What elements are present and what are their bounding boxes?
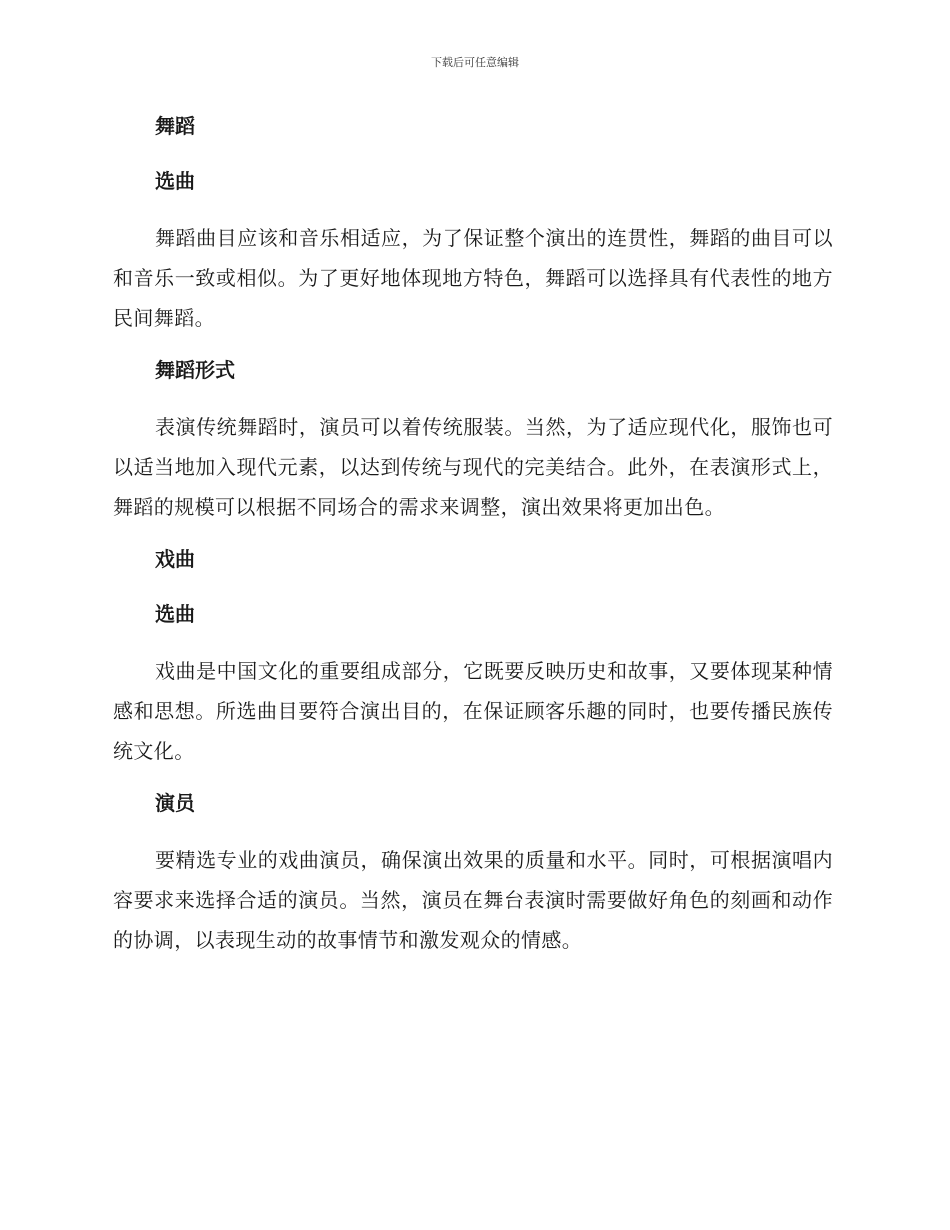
section-heading-dance: 舞蹈	[155, 114, 195, 138]
subheading-dance-form: 舞蹈形式	[155, 358, 235, 382]
paragraph-dance-form: 表演传统舞蹈时，演员可以着传统服装。当然，为了适应现代化，服饰也可以适当地加入现代元素，以达到传统与现代的完美结合。此外，在表演形式上，舞蹈的规模可以根据不同场合的需求来调整，演出效果将更加出色。	[113, 415, 833, 519]
subheading-opera-actors: 演员	[155, 791, 195, 815]
subheading-dance-selection: 选曲	[155, 169, 195, 193]
section-heading-opera: 戏曲	[155, 547, 195, 571]
document-body	[113, 108, 833, 974]
page-header: 下载后可任意编辑	[431, 56, 519, 69]
subheading-opera-selection: 选曲	[155, 602, 195, 626]
paragraph-opera-selection: 戏曲是中国文化的重要组成部分，它既要反映历史和故事，又要体现某种情感和思想。所选曲目要符合演出目的，在保证顾客乐趣的同时，也要传播民族传统文化。	[113, 659, 833, 763]
paragraph-opera-actors: 要精选专业的戏曲演员，确保演出效果的质量和水平。同时，可根据演唱内容要求来选择合适的演员。当然，演员在舞台表演时需要做好角色的刻画和动作的协调，以表现生动的故事情节和激发观众的情感。	[113, 848, 833, 952]
paragraph-dance-selection: 舞蹈曲目应该和音乐相适应，为了保证整个演出的连贯性，舞蹈的曲目可以和音乐一致或相似。为了更好地体现地方特色，舞蹈可以选择具有代表性的地方民间舞蹈。	[113, 226, 833, 330]
